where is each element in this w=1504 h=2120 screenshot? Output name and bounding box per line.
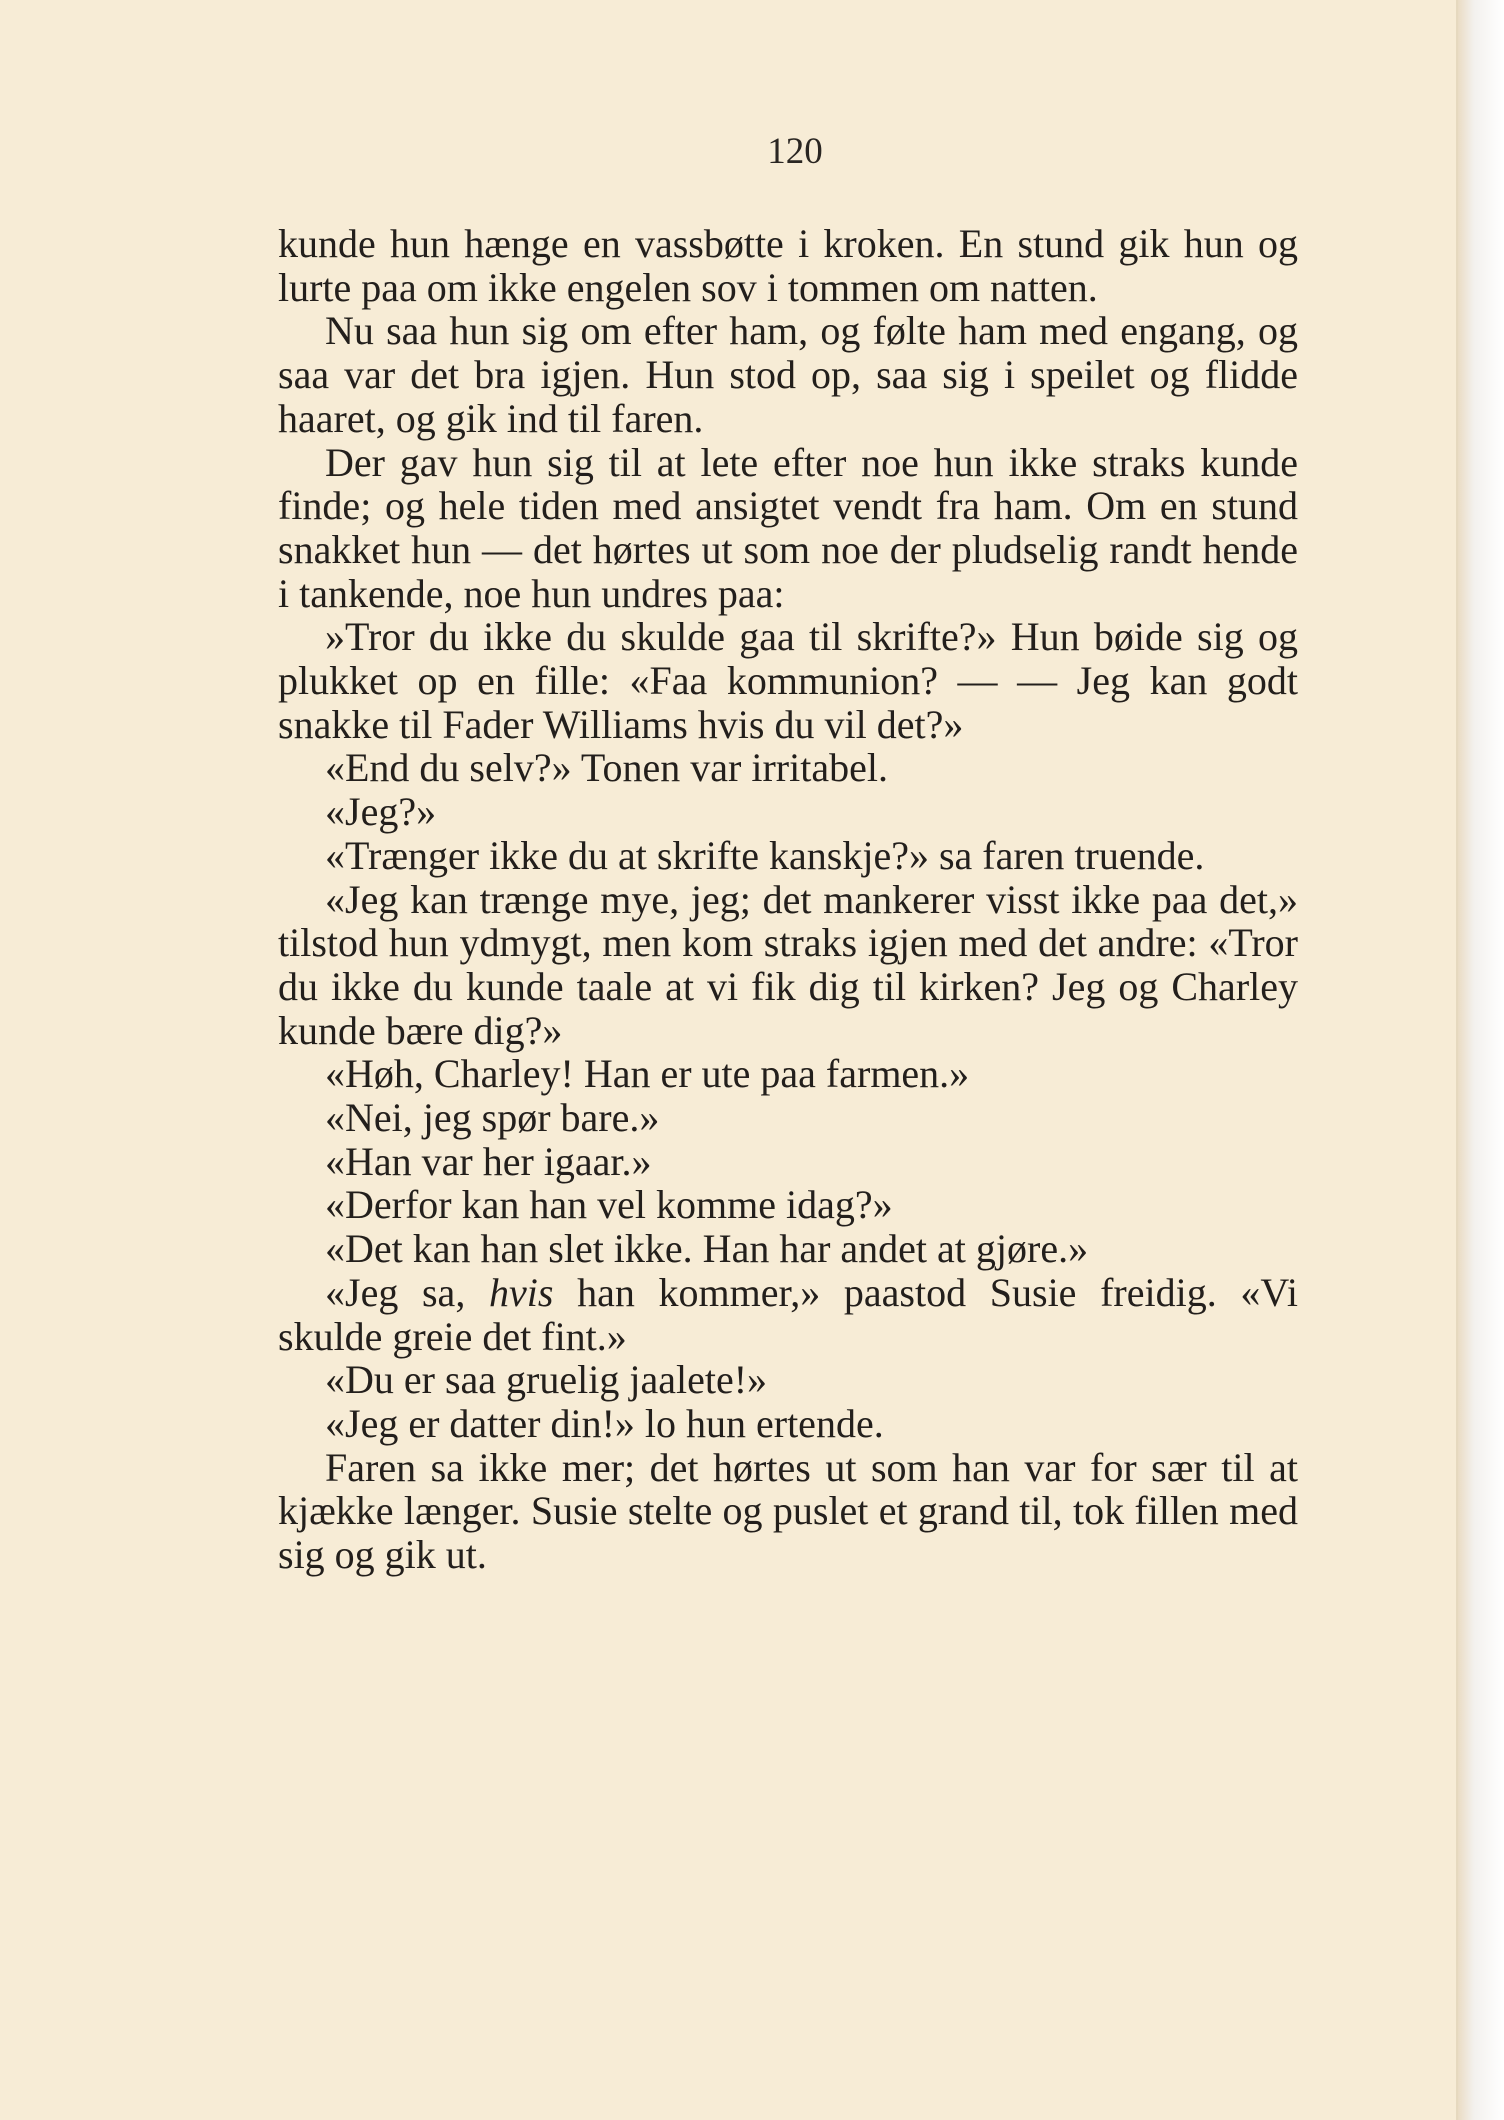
paragraph-14-after: han kommer,» paastod Susie freidig. «Vi skulde greie det fint.» xyxy=(278,1269,1298,1359)
page-number: 120 xyxy=(767,131,823,172)
paragraph-4: »Tror du ikke du skulde gaa til skrifte?» Hun bøide sig og plukket op en fille: «Faa kommunion? — — Jeg kan godt snakke til Fader Williams hvis du vil det?» xyxy=(278,614,1298,747)
paragraph-12: «Derfor kan han vel komme idag?» xyxy=(325,1182,893,1228)
paragraph-14 xyxy=(278,1271,1298,1358)
paragraph-9: «Høh, Charley! Han er ute paa farmen.» xyxy=(325,1051,970,1097)
paragraph-5: «End du selv?» Tonen var irritabel. xyxy=(325,745,888,791)
paragraph-2: Nu saa hun sig om efter ham, og følte ham med engang, og saa var det bra igjen. Hun stod op, saa sig i speilet og flidde haaret, og gik ind til faren. xyxy=(278,308,1298,441)
paragraph-15: «Du er saa gruelig jaalete!» xyxy=(325,1357,768,1403)
paragraph-10: «Nei, jeg spør bare.» xyxy=(325,1095,660,1141)
paragraph-3: Der gav hun sig til at lete efter noe hun ikke straks kunde finde; og hele tiden med ansigtet vendt fra ham. Om en stund snakket hun — det hørtes ut som noe der pludselig randt hende i tankende, noe hun undres paa: xyxy=(278,439,1298,616)
paragraph-14-emphasis: hvis xyxy=(488,1269,554,1315)
paragraph-14-before: «Jeg sa, xyxy=(325,1269,489,1315)
paragraph-13: «Det kan han slet ikke. Han har andet at gjøre.» xyxy=(325,1226,1089,1272)
page-edge xyxy=(1458,0,1504,2120)
paragraph-7: «Trænger ikke du at skrifte kanskje?» sa faren truende. xyxy=(325,832,1205,878)
paragraph-11: «Han var her igaar.» xyxy=(325,1138,652,1184)
paragraph-6: «Jeg?» xyxy=(325,789,437,835)
paragraph-16: «Jeg er datter din!» lo hun ertende. xyxy=(325,1400,884,1446)
body-text xyxy=(278,222,1298,1577)
paragraph-1: kunde hun hænge en vassbøtte i kroken. En stund gik hun og lurte paa om ikke engelen sov i tommen om natten. xyxy=(278,221,1298,310)
paragraph-8: «Jeg kan trænge mye, jeg; det mankerer visst ikke paa det,» tilstod hun ydmygt, men kom straks igjen med det andre: «Tror du ikke du kunde taale at vi fik dig til kirken? Jeg og Charley kunde bære dig?» xyxy=(278,876,1298,1053)
paragraph-17: Faren sa ikke mer; det hørtes ut som han var for sær til at kjække længer. Susie stelte og puslet et grand til, tok fillen med sig og gik ut. xyxy=(278,1444,1298,1578)
